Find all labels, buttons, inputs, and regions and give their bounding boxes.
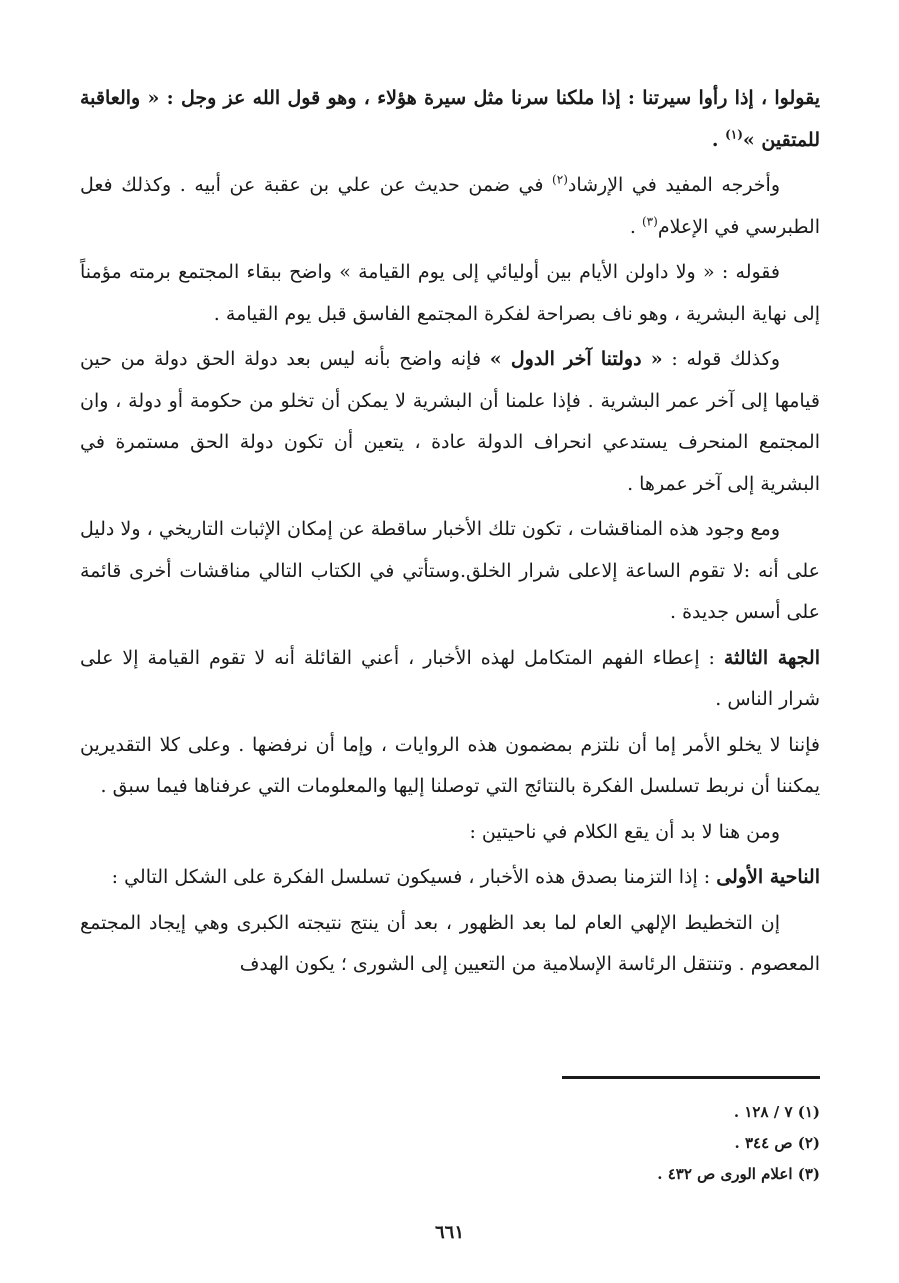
paragraph-4-text-a: وكذلك قوله : [662,348,780,370]
paragraph-1 [80,78,820,161]
footnote-1: (١) ٧ / ١٢٨ . [733,1103,820,1121]
paragraph-2-text-b: في ضمن حديث عن علي بن عقبة عن أبيه . وكذلك فعل الطبرسي في الإعلام [80,174,820,238]
paragraph-8: ومن هنا لا بد أن يقع الكلام في ناحيتين : [469,820,780,843]
page-number: ٦٦١ [434,1222,464,1243]
paragraph-4-quote: « دولتنا آخر الدول » [489,348,663,370]
section-heading-first-side: الناحية الأولى [716,866,820,888]
paragraph-1-end: . [711,128,726,151]
page-body [80,78,820,990]
paragraph-2-text-a: وأخرجه المفيد في الإرشاد [567,174,780,196]
footnote-ref-3: (٣) [641,214,658,229]
paragraph-9 [80,857,820,899]
paragraph-10: إن التخطيط الإلهي العام لما بعد الظهور ، بعد أن ينتج نتيجته الكبرى وهي إيجاد المجتمع المعصوم . وتنتقل الرئاسة الإسلامية من التعيين إلى الشورى ؛ يكون الهدف [80,911,820,975]
paragraph-3: فقوله : « ولا داولن الأيام بين أوليائي إلى يوم القيامة » واضح ببقاء المجتمع برمته مؤمناً إلى نهاية البشرية ، وهو ناف بصراحة لفكرة المجتمع الفاسق قبل يوم القيامة . [80,261,820,325]
paragraph-4-text-b: فإنه واضح بأنه ليس بعد دولة الحق دولة من حين قيامها إلى آخر عمر البشرية . فإذا علمنا أن البشرية لا يمكن أن تخلو من حكومة أو دولة ، وان المجتمع المنحرف يستدعي انحراف الدولة عادة ، يتعين أن تكون دولة الحق مستمرة في البشرية إلى آخر عمرها . [80,348,820,495]
paragraph-2 [80,165,820,248]
paragraph-9-text: : إذا التزمنا بصدق هذه الأخبار ، فسيكون تسلسل الفكرة على الشكل التالي : [111,866,717,888]
paragraph-1-text: يقولوا ، إذا رأوا سيرتنا : إذا ملكنا سرنا مثل سيرة هؤلاء ، وهو قول الله عز وجل : « والعاقبة للمتقين » [80,87,820,151]
footnote-2: (٢) ص ٣٤٤ . [734,1134,820,1152]
section-heading-third-aspect: الجهة الثالثة [723,646,820,669]
footnote-divider [562,1076,820,1079]
paragraph-5: ومع وجود هذه المناقشات ، تكون تلك الأخبار ساقطة عن إمكان الإثبات التاريخي ، ولا دليل على أنه :لا تقوم الساعة إلاعلى شرار الخلق.وستأتي في الكتاب التالي مناقشات أخرى قائمة على أسس جديدة . [80,518,820,623]
paragraph-6 [80,638,820,721]
paragraph-2-end: . [629,215,642,238]
paragraph-6-text: : إعطاء الفهم المتكامل لهذه الأخبار ، أعني القائلة أنه لا تقوم القيامة إلا على شرار الناس . [80,646,820,710]
paragraph-7: فإننا لا يخلو الأمر إما أن نلتزم بمضمون هذه الروايات ، وإما أن نرفضها . وعلى كلا التقديرين يمكننا أن نربط تسلسل الفكرة بالنتائج التي توصلنا إليها والمعلومات التي عرفناها فيما سبق . [80,733,820,797]
paragraph-4 [80,339,820,505]
footnote-ref-1: (١) [725,127,743,142]
footnote-3: (٣) اعلام الورى ص ٤٣٢ . [657,1165,820,1183]
footnote-ref-2: (٢) [552,172,568,187]
footnotes [400,1097,820,1190]
